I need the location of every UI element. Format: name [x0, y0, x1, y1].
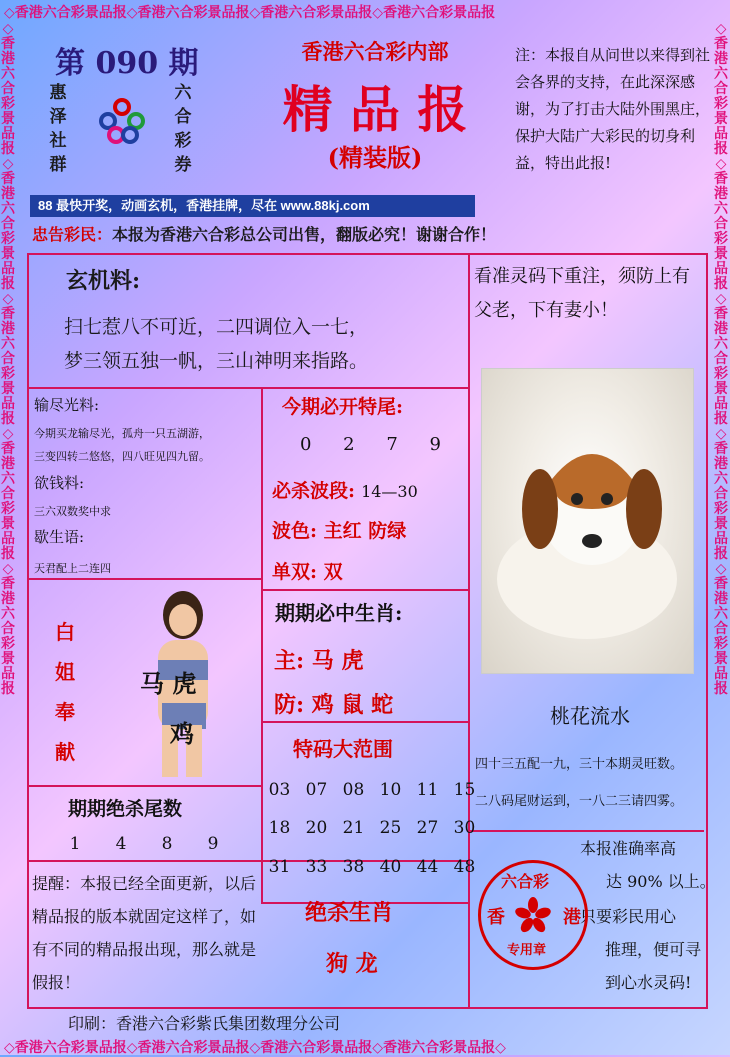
zodiac-main-label: 主:	[274, 648, 305, 674]
left-text-line: 天君配上二连四	[34, 562, 111, 575]
zodiac-guard-label: 防:	[274, 692, 305, 718]
footer-text: 印刷：香港六合彩紫氏集团数理分公司	[68, 1014, 341, 1033]
kill-wave-row	[272, 476, 418, 503]
peach-title: 桃花流水	[550, 704, 630, 728]
divider	[27, 387, 470, 389]
zodiac-guard	[274, 688, 393, 719]
accuracy-line: 只要彩民用心	[580, 907, 677, 926]
figure-overlay-text: 鸡	[170, 719, 194, 748]
color-row	[272, 516, 406, 543]
tema-number: 25	[379, 818, 402, 838]
tema-number: 21	[342, 818, 365, 838]
odd-even-value: 双	[323, 561, 343, 583]
tema-title: 特码大范围	[293, 737, 393, 761]
section-title: 输尽光料:	[34, 396, 100, 414]
tema-row	[261, 818, 483, 838]
bottom-border-text: ◇香港六合彩景品报◇香港六合彩景品报◇香港六合彩景品报◇香港六合彩景品报◇	[4, 1040, 506, 1056]
left-text-line: 三变四转二悠悠，四八旺见四九留。	[34, 450, 210, 463]
tema-number: 44	[416, 857, 439, 877]
kill-zodiac-title: 绝杀生肖	[305, 900, 394, 926]
baijie-char: 献	[55, 740, 75, 764]
stamp-left-text: 香	[487, 907, 505, 928]
left-vertical-char: 惠	[49, 83, 67, 103]
kill-wave-value: 14—30	[361, 482, 418, 501]
warning-line	[32, 222, 496, 245]
section-title: 歇生语:	[34, 528, 85, 546]
bauhinia-icon	[515, 897, 551, 933]
section-title: 欲钱料:	[34, 474, 85, 492]
left-vertical-char: 群	[49, 155, 67, 175]
zodiac-guard-value: 鸡 鼠 蛇	[311, 692, 394, 718]
tail-values: 0 2 7 9	[300, 434, 451, 455]
tema-number: 38	[342, 857, 365, 877]
tema-number: 08	[342, 780, 365, 800]
kill-tail-number: 9	[207, 834, 219, 854]
lottery-logo-icon	[96, 95, 148, 147]
warning-text: 本报为香港六合彩总公司出售，翻版必究！谢谢合作！	[112, 225, 497, 244]
kill-tail-number: 4	[115, 834, 127, 854]
baijie-char: 白	[55, 620, 75, 644]
xuanji-line: 梦三领五独一帆，三山神明来指路。	[64, 350, 369, 372]
divider	[468, 830, 704, 832]
stamp-right-text: 港	[563, 907, 581, 928]
puppy-photo	[481, 368, 694, 674]
accuracy-line: 到心水灵码!	[605, 973, 692, 992]
edition-label: (精装版)	[327, 143, 423, 172]
peach-line: 四十三五配一九，三十本期灵旺数。	[475, 757, 684, 772]
color-guard: 防绿	[368, 520, 407, 542]
tema-number: 07	[305, 780, 328, 800]
official-stamp	[478, 860, 588, 970]
zodiac-main	[274, 644, 363, 675]
peach-line: 二八码尾财运到，一八二三请四雾。	[475, 794, 684, 809]
tema-number: 20	[305, 818, 328, 838]
tema-number: 18	[268, 818, 291, 838]
right-vertical-char: 彩	[174, 131, 192, 151]
accuracy-line: 本报准确率高	[580, 839, 677, 858]
tema-number: 03	[268, 780, 291, 800]
tema-number: 33	[305, 857, 328, 877]
top-right-text: 看准灵码下重注，须防上有父老，下有妻小！	[474, 266, 690, 321]
baijie-char: 姐	[55, 660, 75, 684]
xuanji-line: 扫七惹八不可近，二四调位入一七，	[64, 316, 369, 338]
divider	[261, 589, 470, 591]
issue-number: 第 090 期	[55, 46, 199, 81]
tema-number: 15	[453, 780, 476, 800]
kill-tail-number: 8	[161, 834, 173, 854]
tema-number: 11	[416, 780, 439, 800]
warning-label: 忠告彩民：	[32, 225, 113, 244]
tema-number: 40	[379, 857, 402, 877]
reminder-text: 提醒：本报已经全面更新，以后精品报的版本就固定这样了，如有不同的精品报出现，那么就是假报！	[32, 874, 257, 992]
tema-number: 31	[268, 857, 291, 877]
stamp-top-text: 六合彩	[501, 872, 550, 891]
tema-number: 10	[379, 780, 402, 800]
figure-overlay-text: 马 虎	[140, 669, 197, 698]
right-border-text: ◇香港六合彩景品报◇香港六合彩景品报◇香港六合彩景品报◇香港六合彩景品报◇香港六合彩景品报	[714, 22, 728, 697]
kill-tail-values	[52, 834, 236, 854]
puppy-icon	[482, 369, 693, 673]
kill-tail-title: 期期绝杀尾数	[68, 798, 183, 820]
left-vertical-char: 社	[49, 131, 67, 151]
xuanji-title: 玄机料:	[66, 268, 141, 294]
tema-number: 48	[453, 857, 476, 877]
tema-number: 27	[416, 818, 439, 838]
zodiac-main-value: 马 虎	[311, 648, 364, 674]
baijie-char: 奉	[55, 700, 75, 724]
kill-wave-label: 必杀波段:	[272, 480, 356, 502]
kill-tail-number: 1	[69, 834, 81, 854]
tema-row	[261, 857, 483, 877]
odd-even-label: 单双:	[272, 561, 318, 583]
right-vertical-char: 六	[174, 83, 192, 103]
website-banner[interactable]: 88 最快开奖，动画玄机，香港挂牌，尽在 www.88kj.com	[30, 195, 475, 217]
left-text-line: 今期买龙输尽光，孤舟一只五湖游，	[34, 427, 210, 440]
left-text-line: 三六双数奖中求	[34, 505, 111, 518]
notice-text: 注：本报自从问世以来得到社会各界的支持，在此深深感谢，为了打击大陆外围黑庄，保护大陆广大彩民的切身利益，特出此报!	[515, 46, 711, 172]
divider	[27, 785, 263, 787]
kill-zodiac-values: 狗 龙	[326, 951, 378, 977]
zodiac-title: 期期必中生肖:	[275, 601, 403, 625]
tema-row	[261, 780, 483, 800]
odd-even-row	[272, 557, 343, 584]
color-label: 波色:	[272, 520, 318, 542]
tema-number: 30	[453, 818, 476, 838]
stamp-bottom-text: 专用章	[507, 943, 547, 958]
accuracy-line: 达 90% 以上。	[606, 872, 716, 891]
accuracy-line: 推理，便可寻	[605, 940, 702, 959]
department-title: 香港六合彩内部	[301, 39, 449, 64]
color-main: 主红	[323, 520, 362, 542]
top-border-text: ◇香港六合彩景品报◇香港六合彩景品报◇香港六合彩景品报◇香港六合彩景品报	[4, 5, 496, 21]
left-vertical-char: 泽	[49, 107, 67, 127]
divider	[468, 253, 470, 1007]
right-vertical-char: 券	[174, 155, 192, 175]
right-vertical-char: 合	[174, 107, 192, 127]
divider	[261, 721, 470, 723]
left-border-text: ◇香港六合彩景品报◇香港六合彩景品报◇香港六合彩景品报◇香港六合彩景品报◇香港六合彩景品报	[1, 22, 15, 697]
tail-title: 今期必开特尾:	[282, 396, 404, 418]
main-title: 精 品 报	[282, 80, 468, 139]
